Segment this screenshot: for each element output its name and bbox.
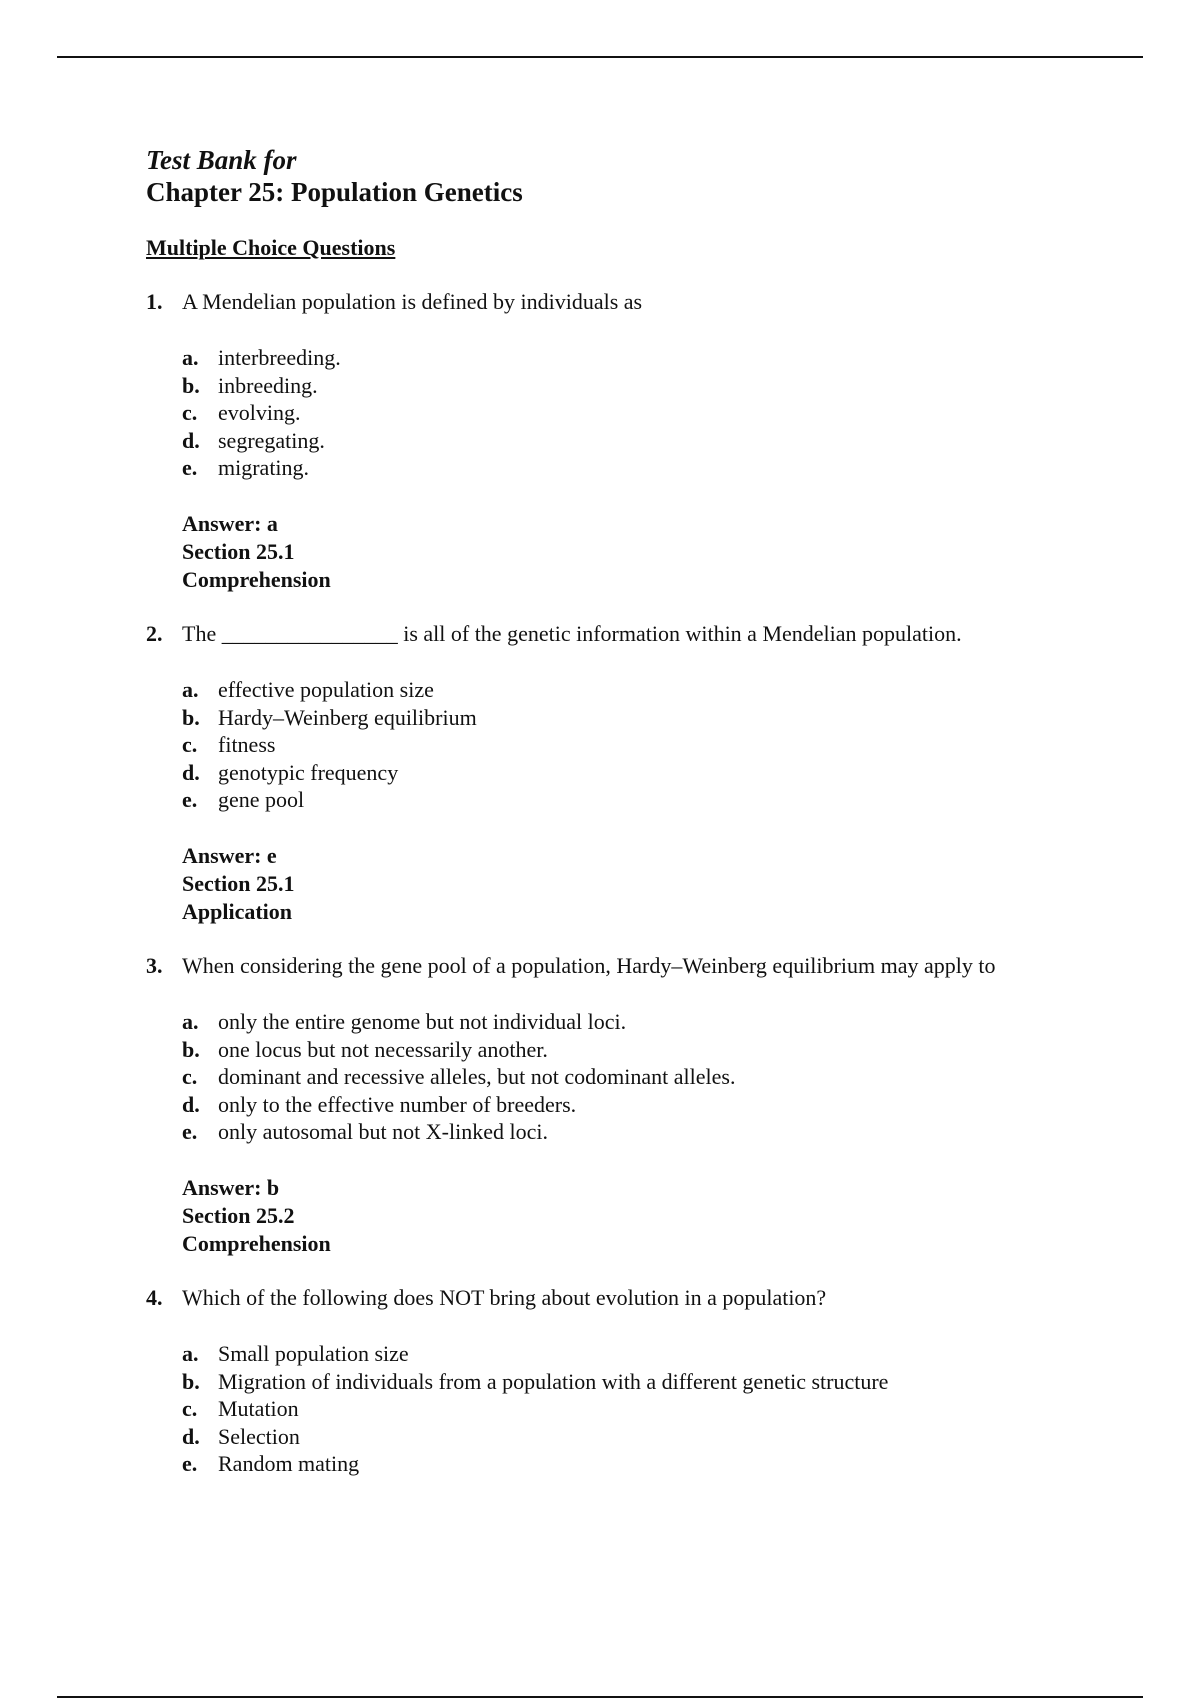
option-text: fitness xyxy=(218,732,276,758)
option-letter: c. xyxy=(182,732,198,758)
option-text: Mutation xyxy=(218,1396,299,1422)
section-reference: Section 25.2 xyxy=(182,1202,295,1228)
option-letter: d. xyxy=(182,427,200,453)
option-c xyxy=(182,399,1106,427)
option-text: one locus but not necessarily another. xyxy=(218,1036,548,1062)
option-letter: c. xyxy=(182,400,198,426)
question-text: The ________________ is all of the genetic information within a Mendelian population. xyxy=(182,620,962,646)
option-letter: e. xyxy=(182,787,198,813)
option-e xyxy=(182,786,1106,814)
option-letter: c. xyxy=(182,1396,198,1422)
section-heading: Multiple Choice Questions xyxy=(146,235,396,260)
option-text: interbreeding. xyxy=(218,345,341,370)
option-letter: b. xyxy=(182,1036,200,1062)
option-a xyxy=(182,1008,1106,1036)
difficulty-level: Comprehension xyxy=(182,566,331,592)
answer-block xyxy=(182,842,1106,926)
section-reference: Section 25.1 xyxy=(182,870,295,896)
option-letter: c. xyxy=(182,1064,198,1090)
option-c xyxy=(182,1395,1106,1423)
question-1 xyxy=(146,288,1106,594)
question-number: 1. xyxy=(146,289,163,314)
difficulty-level: Application xyxy=(182,898,293,924)
option-d xyxy=(182,1091,1106,1119)
question-text: Which of the following does NOT bring about evolution in a population? xyxy=(182,1284,827,1310)
option-letter: d. xyxy=(182,1423,200,1449)
option-d xyxy=(182,759,1106,787)
question-number: 2. xyxy=(146,620,163,646)
document-body xyxy=(146,144,1106,1478)
option-b xyxy=(182,372,1106,400)
question-text: A Mendelian population is defined by individuals as xyxy=(182,289,643,314)
option-c xyxy=(182,731,1106,759)
question-3 xyxy=(146,952,1106,1258)
option-list xyxy=(182,676,1106,814)
top-rule xyxy=(57,56,1143,58)
option-text: effective population size xyxy=(218,676,434,702)
section-reference: Section 25.1 xyxy=(182,538,295,564)
chapter-title: Chapter 25: Population Genetics xyxy=(146,177,523,207)
option-letter: a. xyxy=(182,1340,199,1366)
option-letter: a. xyxy=(182,345,199,370)
option-text: Hardy–Weinberg equilibrium xyxy=(218,704,477,730)
question-stem xyxy=(146,1284,1106,1312)
option-b xyxy=(182,1036,1106,1064)
question-stem xyxy=(146,620,1106,648)
option-text: Selection xyxy=(218,1423,300,1449)
option-text: inbreeding. xyxy=(218,372,318,398)
option-letter: b. xyxy=(182,1368,200,1394)
answer-key: Answer: a xyxy=(182,510,278,536)
option-b xyxy=(182,1368,1106,1396)
option-list xyxy=(182,344,1106,482)
option-b xyxy=(182,704,1106,732)
option-letter: e. xyxy=(182,455,198,481)
option-letter: a. xyxy=(182,1008,199,1034)
option-text: only the entire genome but not individual loci. xyxy=(218,1008,627,1034)
option-text: Migration of individuals from a population with a different genetic structure xyxy=(218,1368,889,1394)
question-stem xyxy=(146,288,1106,316)
option-a xyxy=(182,1340,1106,1368)
option-letter: d. xyxy=(182,1091,200,1117)
option-text: Small population size xyxy=(218,1340,409,1366)
option-letter: d. xyxy=(182,759,200,785)
option-c xyxy=(182,1063,1106,1091)
question-2 xyxy=(146,620,1106,926)
option-letter: b. xyxy=(182,704,200,730)
option-text: segregating. xyxy=(218,427,325,453)
option-list xyxy=(182,1340,1106,1478)
option-a xyxy=(182,676,1106,704)
option-e xyxy=(182,1118,1106,1146)
option-letter: e. xyxy=(182,1119,198,1145)
option-a xyxy=(182,344,1106,372)
option-text: Random mating xyxy=(218,1451,360,1477)
question-number: 4. xyxy=(146,1284,163,1310)
answer-key: Answer: b xyxy=(182,1174,280,1200)
bottom-rule xyxy=(57,1696,1143,1698)
option-d xyxy=(182,427,1106,455)
option-e xyxy=(182,454,1106,482)
option-list xyxy=(182,1008,1106,1146)
option-text: only autosomal but not X-linked loci. xyxy=(218,1119,548,1145)
option-e xyxy=(182,1450,1106,1478)
option-text: genotypic frequency xyxy=(218,759,399,785)
question-stem xyxy=(146,952,1106,980)
option-letter: e. xyxy=(182,1451,198,1477)
answer-block xyxy=(182,510,1106,594)
option-text: evolving. xyxy=(218,400,301,426)
option-text: dominant and recessive alleles, but not codominant alleles. xyxy=(218,1064,736,1090)
answer-key: Answer: e xyxy=(182,842,277,868)
option-d xyxy=(182,1423,1106,1451)
option-letter: b. xyxy=(182,372,200,398)
option-text: gene pool xyxy=(218,787,305,813)
option-text: migrating. xyxy=(218,455,310,481)
question-number: 3. xyxy=(146,952,163,978)
question-text: When considering the gene pool of a population, Hardy–Weinberg equilibrium may apply to xyxy=(182,952,996,978)
option-letter: a. xyxy=(182,676,199,702)
document-title-prefix: Test Bank for xyxy=(146,145,297,175)
question-4 xyxy=(146,1284,1106,1478)
option-text: only to the effective number of breeders. xyxy=(218,1091,577,1117)
answer-block xyxy=(182,1174,1106,1258)
difficulty-level: Comprehension xyxy=(182,1230,331,1256)
